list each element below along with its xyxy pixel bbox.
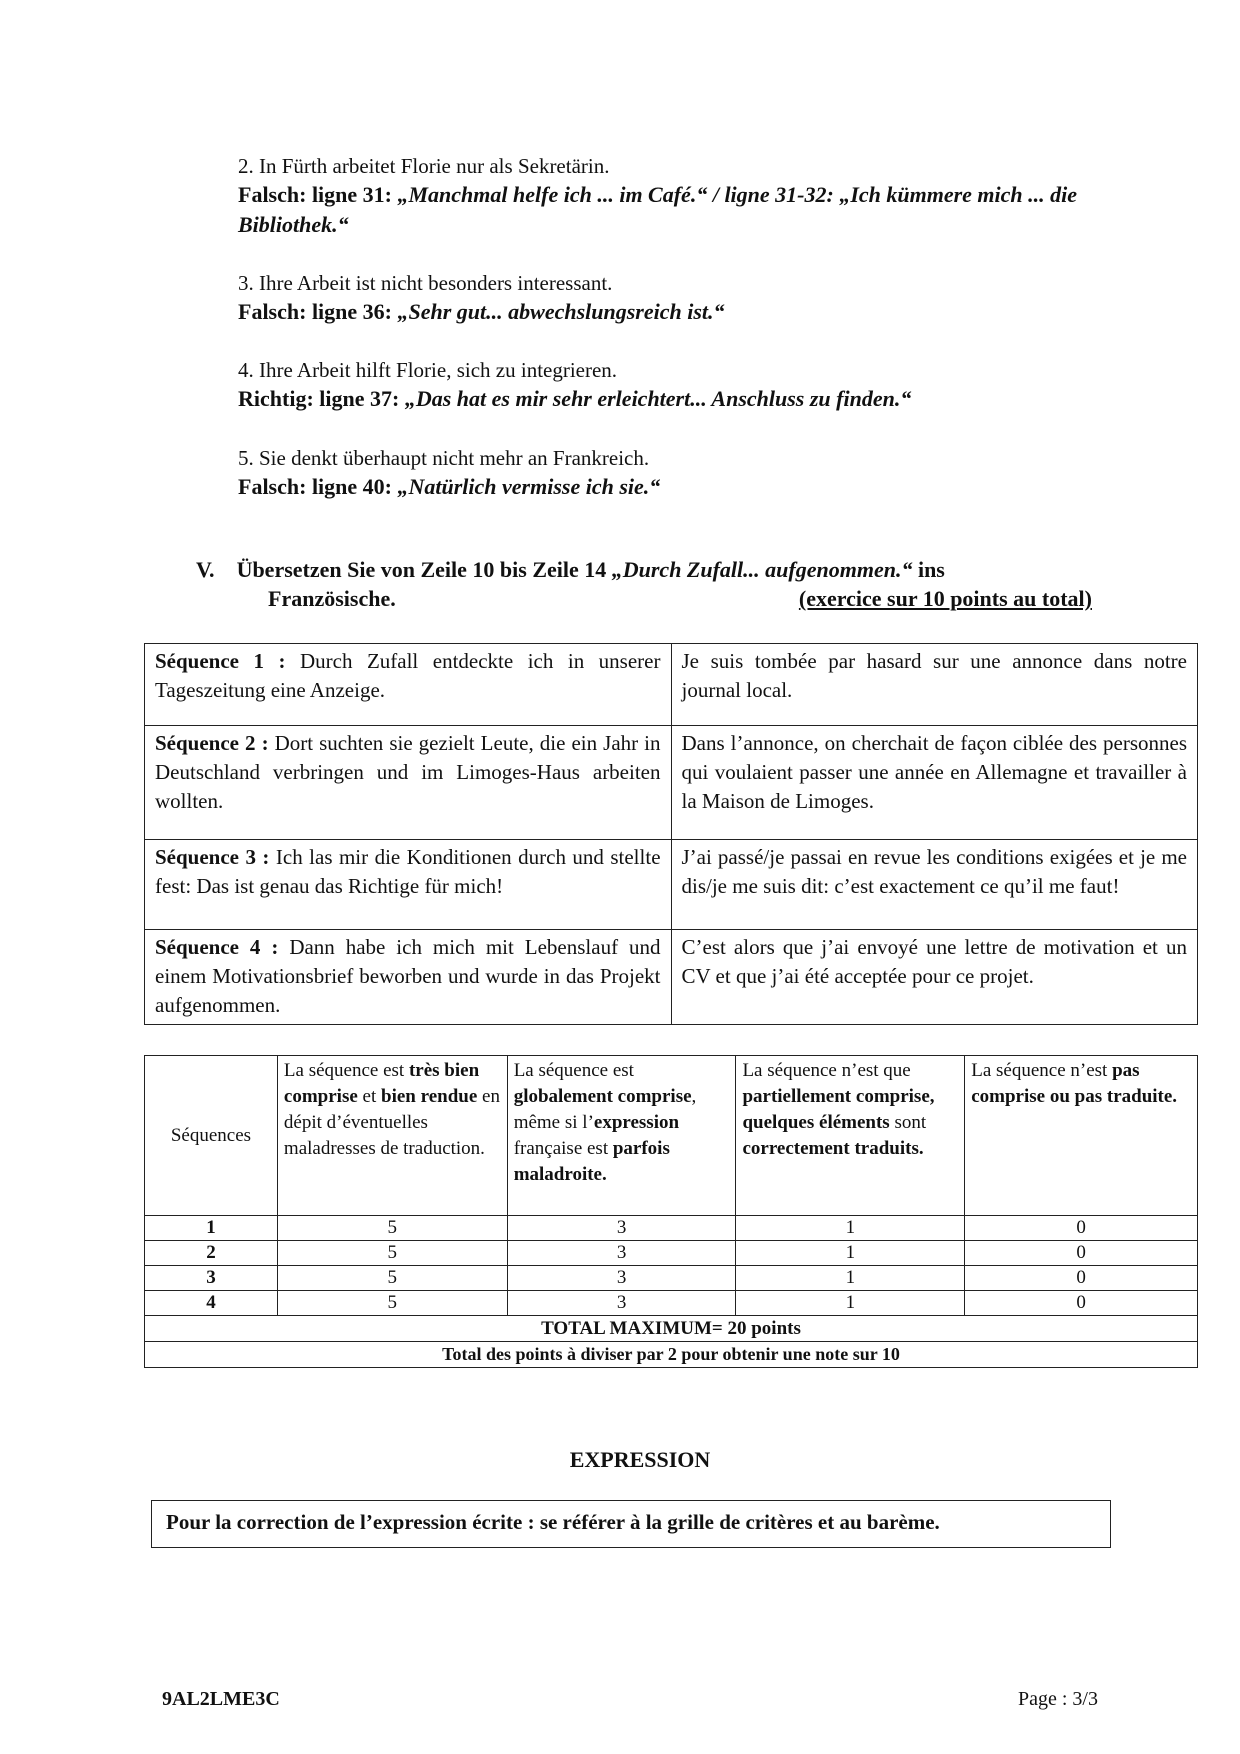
- document-code: 9AL2LME3C: [162, 1688, 280, 1710]
- grid-header-sequences: Séquences: [145, 1056, 278, 1216]
- verdict-3: Falsch: ligne 36:: [238, 299, 392, 324]
- answer-4: [238, 384, 1078, 414]
- grid-score-row: [145, 1266, 1198, 1291]
- section-v-ins: ins: [917, 557, 945, 582]
- answer-5: [238, 472, 1078, 502]
- grid-score: 3: [507, 1266, 736, 1291]
- expression-criteria-box: [151, 1500, 1111, 1548]
- sequence-de: [145, 930, 672, 1025]
- grid-seq-number: 3: [145, 1266, 278, 1291]
- sequence-fr: J’ai passé/je passai en revue les conditions exigées et je me dis/je me suis dit: c’est exactement ce qu’il me faut!: [671, 840, 1198, 930]
- sequence-de-text: Dann habe ich mich mit Lebenslauf und einem Motivationsbrief beworben und wurde in das Projekt aufgenommen.: [155, 935, 661, 1017]
- grid-score: 0: [965, 1216, 1198, 1241]
- grid-seq-number: 2: [145, 1241, 278, 1266]
- quote-5: „Natürlich vermisse ich sie.“: [397, 474, 661, 499]
- sequence-label: Séquence 4 :: [155, 935, 279, 959]
- grid-score-row: [145, 1216, 1198, 1241]
- grid-score: 0: [965, 1291, 1198, 1316]
- section-v-numeral: V.: [196, 557, 215, 582]
- sequence-label: Séquence 3 :: [155, 845, 270, 869]
- grid-score: 3: [507, 1291, 736, 1316]
- statement-4: 4. Ihre Arbeit hilft Florie, sich zu integrieren.: [238, 358, 618, 382]
- page-number: Page : 3/3: [1018, 1688, 1098, 1710]
- sequence-de: [145, 644, 672, 726]
- grid-seq-number: 1: [145, 1216, 278, 1241]
- sequence-fr: Je suis tombée par hasard sur une annonce dans notre journal local.: [671, 644, 1198, 726]
- grid-score: 0: [965, 1266, 1198, 1291]
- grid-score-row: [145, 1291, 1198, 1316]
- section-v-quote: „Durch Zufall... aufgenommen.“: [611, 557, 913, 582]
- grid-score: 5: [277, 1266, 507, 1291]
- section-v-points: (exercice sur 10 points au total): [798, 586, 1092, 611]
- quote-3: „Sehr gut... abwechslungsreich ist.“: [397, 299, 725, 324]
- statement-3: 3. Ihre Arbeit ist nicht besonders interessant.: [238, 271, 613, 295]
- verdict-4: Richtig: ligne 37:: [238, 386, 400, 411]
- grid-seq-number: 4: [145, 1291, 278, 1316]
- section-v-heading: [196, 555, 1092, 613]
- sequence-row: [145, 840, 1198, 930]
- grid-score: 5: [277, 1216, 507, 1241]
- grid-total-max: TOTAL MAXIMUM= 20 points: [145, 1316, 1198, 1342]
- quote-4: „Das hat es mir sehr erleichtert... Anschluss zu finden.“: [404, 386, 912, 411]
- statement-5: 5. Sie denkt überhaupt nicht mehr an Frankreich.: [238, 446, 650, 470]
- grid-score: 1: [736, 1266, 965, 1291]
- grid-total-row: [145, 1316, 1198, 1342]
- grid-header-col3: La séquence n’est que partiellement comprise, quelques éléments sont correctement traduits.: [736, 1056, 965, 1216]
- grid-score: 5: [277, 1291, 507, 1316]
- grid-score: 3: [507, 1241, 736, 1266]
- sequence-de: [145, 840, 672, 930]
- grid-header-col1: La séquence est très bien comprise et bien rendue en dépit d’éventuelles maladresses de traduction.: [277, 1056, 507, 1216]
- grid-total-note-row: [145, 1342, 1198, 1368]
- section-v-instruction-text: Übersetzen Sie von Zeile 10 bis Zeile 14: [236, 557, 607, 582]
- translation-table: [144, 643, 1198, 1025]
- sequence-de-text: Ich las mir die Konditionen durch und stellte fest: Das ist genau das Richtige für mich!: [155, 845, 661, 898]
- sequence-label: Séquence 2 :: [155, 731, 269, 755]
- grid-score: 1: [736, 1241, 965, 1266]
- sequence-row: [145, 644, 1198, 726]
- verdict-5: Falsch: ligne 40:: [238, 474, 392, 499]
- sequence-row: [145, 930, 1198, 1025]
- answer-3: [238, 297, 1078, 327]
- grid-header-row: [145, 1056, 1198, 1216]
- grid-score: 0: [965, 1241, 1198, 1266]
- grid-score-row: [145, 1241, 1198, 1266]
- expression-heading: EXPRESSION: [569, 1447, 711, 1472]
- expression-criteria-text: Pour la correction de l’expression écrite : se référer à la grille de critères et au barème.: [166, 1510, 940, 1534]
- scoring-grid: [144, 1055, 1198, 1368]
- sequence-label: Séquence 1 :: [155, 649, 286, 673]
- statement-2: 2. In Fürth arbeitet Florie nur als Sekretärin.: [238, 154, 610, 178]
- grid-header-col4: La séquence n’est pas comprise ou pas traduite.: [965, 1056, 1198, 1216]
- answer-2: [238, 180, 1078, 240]
- grid-score: 3: [507, 1216, 736, 1241]
- section-v-instruction: [237, 555, 1092, 584]
- sequence-row: [145, 726, 1198, 840]
- sequence-de: [145, 726, 672, 840]
- sequence-de-text: Dort suchten sie gezielt Leute, die ein Jahr in Deutschland verbringen und im Limoges-Haus arbeiten wollten.: [155, 731, 661, 813]
- grid-score: 1: [736, 1216, 965, 1241]
- sequence-fr: C’est alors que j’ai envoyé une lettre de motivation et un CV et que j’ai été acceptée pour ce projet.: [671, 930, 1198, 1025]
- sequence-de-text: Durch Zufall entdeckte ich in unserer Tageszeitung eine Anzeige.: [155, 649, 661, 702]
- section-v-language: Französische.: [268, 586, 396, 611]
- grid-header-col2: La séquence est globalement comprise, même si l’expression française est parfois maladroite.: [507, 1056, 736, 1216]
- grid-score: 5: [277, 1241, 507, 1266]
- quote-2: „Manchmal helfe ich ... im Café.“ / ligne 31-32: „Ich kümmere mich ... die Bibliothek.“: [238, 182, 1078, 237]
- sequence-fr: Dans l’annonce, on cherchait de façon ciblée des personnes qui voulaient passer une année en Allemagne et travailler à la Maison de Limoges.: [671, 726, 1198, 840]
- grid-total-note: Total des points à diviser par 2 pour obtenir une note sur 10: [145, 1342, 1198, 1368]
- verdict-2: Falsch: ligne 31:: [238, 182, 392, 207]
- grid-score: 1: [736, 1291, 965, 1316]
